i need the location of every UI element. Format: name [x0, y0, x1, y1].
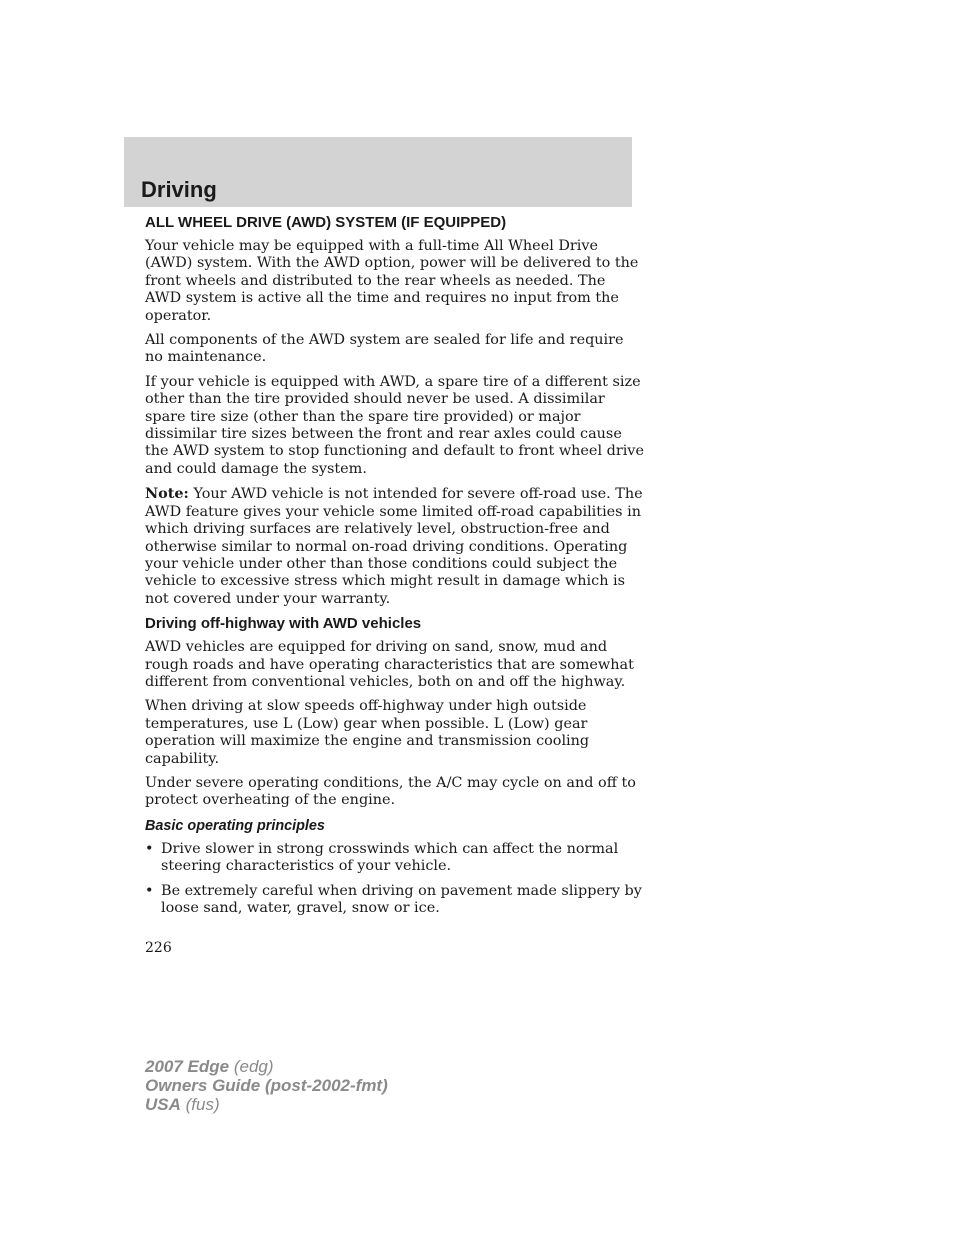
- section-header-band: [124, 137, 632, 207]
- list-item: [145, 883, 645, 918]
- footer-line-model: [145, 1057, 388, 1076]
- principles-list: [145, 841, 645, 918]
- paragraph: Under severe operating conditions, the A/C may cycle on and off to protect overheating of the engine.: [145, 774, 636, 809]
- note-label: Note:: [145, 485, 189, 503]
- footer-model-code: (edg): [233, 1057, 274, 1076]
- footer-market-code: (fus): [185, 1095, 220, 1114]
- section-title: Driving: [141, 177, 217, 202]
- bullet-icon: •: [145, 882, 154, 899]
- bullet-icon: •: [145, 840, 154, 857]
- document-footer: [145, 1057, 388, 1114]
- awd-heading: ALL WHEEL DRIVE (AWD) SYSTEM (IF EQUIPPED): [145, 214, 507, 231]
- paragraph: Your vehicle may be equipped with a full-time All Wheel Drive (AWD) system. With the AWD option, power will be delivered to the front wheels and distributed to the rear wheels as needed. The AWD system is active all the time and requires no input from the operator.: [145, 238, 639, 324]
- paragraph: When driving at slow speeds off-highway under high outside temperatures, use L (Low) gear when possible. L (Low) gear operation will maximize the engine and transmission cooling capability.: [145, 698, 590, 767]
- footer-market: USA: [145, 1095, 181, 1114]
- note-text: Your AWD vehicle is not intended for severe off-road use. The AWD feature gives your vehicle some limited off-road capabilities in which driving surfaces are relatively level, obstruction-free and otherwise similar to normal on-road driving conditions. Operating your vehicle under other than those conditions could subject the vehicle to excessive stress which might result in damage which is not covered under your warranty.: [145, 486, 643, 607]
- page-number: 226: [145, 940, 172, 956]
- note-paragraph: [145, 485, 645, 608]
- offhighway-heading: Driving off-highway with AWD vehicles: [145, 615, 422, 633]
- list-item-text: Drive slower in strong crosswinds which can affect the normal steering characteristics of your vehicle.: [161, 840, 619, 875]
- paragraph: If your vehicle is equipped with AWD, a spare tire of a different size other than the tire provided should never be used. A dissimilar spare tire size (other than the spare tire provided) or major dissimilar tire sizes between the front and rear axles could cause the AWD system to stop functioning and default to front wheel drive and could damage the system.: [145, 373, 644, 477]
- footer-model: 2007 Edge: [145, 1057, 230, 1076]
- footer-guide: Owners Guide (post-2002-fmt): [145, 1076, 388, 1095]
- footer-line-market: [145, 1095, 388, 1114]
- list-item: [145, 841, 645, 876]
- paragraph: AWD vehicles are equipped for driving on sand, snow, mud and rough roads and have operating characteristics that are somewhat different from conventional vehicles, both on and off the highway.: [145, 639, 634, 690]
- page-content: [145, 214, 645, 924]
- principles-heading: Basic operating principles: [145, 817, 325, 834]
- paragraph: All components of the AWD system are sealed for life and require no maintenance.: [145, 332, 624, 366]
- list-item-text: Be extremely careful when driving on pavement made slippery by loose sand, water, gravel, snow or ice.: [161, 882, 642, 916]
